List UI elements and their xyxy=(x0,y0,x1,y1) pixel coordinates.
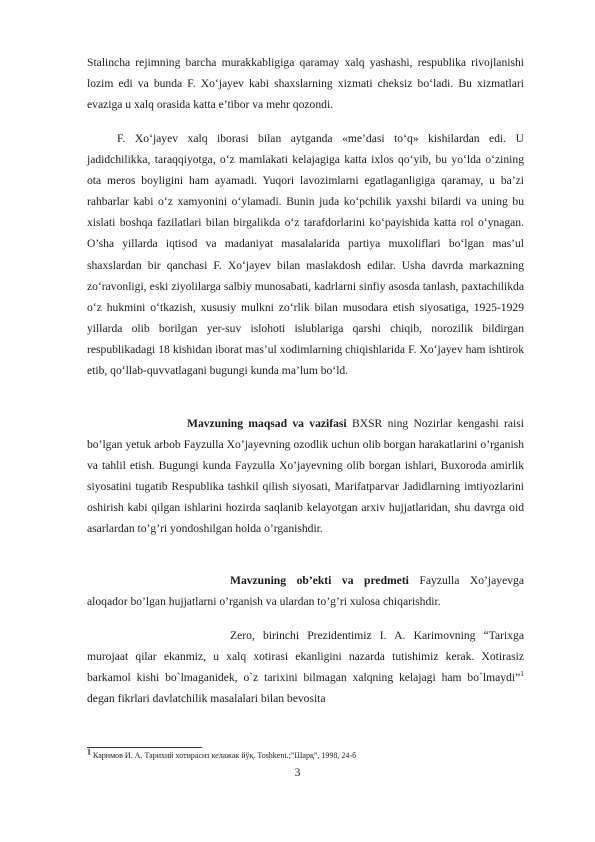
paragraph-4-body: Fayzulla Xo’jayevga aloqador bo’lgan hujjatlarni o’rganish va ulardan to’g’ri xulosa chiqarishdir. xyxy=(87,574,524,609)
paragraph-5-end: degan fikrlari davlatchilik masalalari bilan bevosita xyxy=(87,692,326,706)
footnote-reference: 1 xyxy=(520,669,524,679)
paragraph-5-body: Zero, birinchi Prezidentimiz I. A. Karimovning “Tarixga murojaat qilar ekanmiz, u xalq xotirasi ekanligini nazarda tutishimiz kerak. Xotirasiz barkamol kishi bo`lmaganidek, o`z tarixini bilmagan xalqning kelajagi ham bo`lmaydi” xyxy=(87,629,524,685)
paragraph-4 xyxy=(87,570,524,612)
paragraph-4-heading: Mavzuning ob’ekti va predmeti xyxy=(230,574,409,587)
paragraph-3-heading: Mavzuning maqsad va vazifasi xyxy=(187,417,347,430)
paragraph-3-body: BXSR ning Nozirlar kengashi raisi bo’lgan yetuk arbob Fayzulla Xo’jayevning ozodlik uchun olib borgan harakatlarini o’rganish va tahlil etish. Bugungi kunda Fayzulla Xo’jayevning olib borgan ishlari, Buxoroda amirlik siyosatini tugatib Respublika tashkil qilish siyosati, Marifatparvar Jadidlarning imtiyozlarini oshirish kabi qilgan ishlarini hozirda saqlanib kelayotgan arxiv hujjatlaridan, shu davrga oid asarlardan to’g’ri yondoshilgan holda o’rganishdir. xyxy=(87,417,524,536)
paragraph-3 xyxy=(87,413,524,540)
paragraph-1: Stalincha rejimning barcha murakkabligiga qaramay xalq yashashi, respublika rivojlanishi lozim edi va bunda F. Xo‘jayev kabi shaxslarning xizmati cheksiz bo‘ladi. Bu xizmatlari evaziga u xalq orasida katta e’tibor va mehr qozondi. xyxy=(87,56,524,112)
paragraph-5 xyxy=(87,625,524,709)
page-number: 3 xyxy=(294,766,301,779)
footnote-text: Каримов И. А. Тарихий хотирасиз келажак йўқ. Toshkent.;”Шарқ”, 1998, 24-б xyxy=(91,751,357,760)
footnote-divider xyxy=(87,747,202,748)
footnote xyxy=(87,747,524,762)
paragraph-2: F. Xo‘jayev xalq iborasi bilan aytganda «me’dasi to‘q» kishilardan edi. U jadidchilikka, taraqqiyotga, o‘z mamlakati kelajagiga katta ixlos qo‘yib, bu yo‘lda o‘zining ota meros boyligini ham ayamadi. Yuqori lavozimlarni egatlaganligiga qaramay, u ba’zi rahbarlar kabi o‘z xamyonini o‘ylamadi. Bunin juda ko‘pchilik yaxshi bilardi va uning bu xislati boshqa fazilatlari bilan birgalikda o‘z tarafdorlarini ko‘payishida katta rol o‘ynagan. O’sha yillarda iqtisod va madaniyat masalalarida partiya muxoliflari bo‘lgan mas’ul shaxslardan bir qanchasi F. Xo‘jayev bilan maslakdosh edilar. Usha davrda markazning zo‘ravonligi, eski ziyolilarga salbiy munosabati, kadrlarni sinfiy asosda tanlash, paxtachilikda o‘z hukmini o‘tkazish, xususiy mulkni zo‘rlik bilan musodara etish siyosatiga, 1925-1929 yillarda olib borilgan yer-suv islohoti islublariga qarshi chiqib, norozilik bildirgan respublikadagi 18 kishidan iborat mas’ul xodimlarning chiqishlarida F. Xo‘jayev ham ishtirok etib, qo‘llab-quvvatlagani bugungi kunda ma’lum bo‘ld. xyxy=(87,132,524,378)
footnote-mark: 1 xyxy=(87,747,91,757)
